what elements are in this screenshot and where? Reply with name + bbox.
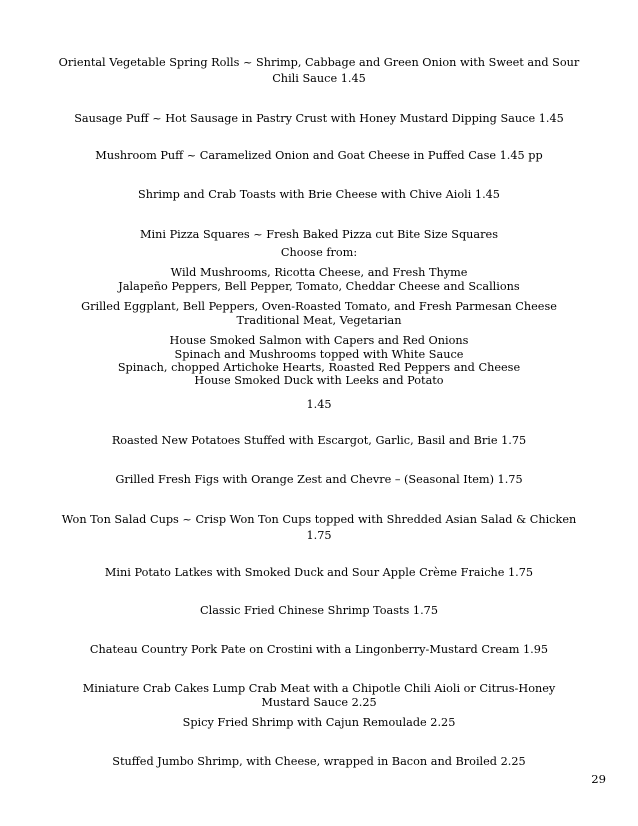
menu-line: Chateau Country Pork Pate on Crostini with a Lingonberry-Mustard Cream 1.95 — [89, 643, 549, 656]
menu-line: House Smoked Salmon with Capers and Red Onions — [169, 334, 469, 347]
menu-line: Stuffed Jumbo Shrimp, with Cheese, wrapped in Bacon and Broiled 2.25 — [112, 755, 526, 768]
menu-line: Mustard Sauce 2.25 — [261, 696, 377, 709]
menu-line: Mini Pizza Squares ~ Fresh Baked Pizza cut Bite Size Squares — [140, 228, 498, 241]
menu-line: Grilled Fresh Figs with Orange Zest and Chevre – (Seasonal Item) 1.75 — [115, 473, 523, 486]
menu-line: Miniature Crab Cakes Lump Crab Meat with a Chipotle Chili Aioli or Citrus-Honey — [82, 682, 556, 695]
menu-line: Spinach, chopped Artichoke Hearts, Roasted Red Peppers and Cheese — [117, 361, 521, 374]
menu-line: 1.45 — [306, 398, 332, 411]
menu-line: Mushroom Puff ~ Caramelized Onion and Goat Cheese in Puffed Case 1.45 pp — [95, 149, 543, 162]
menu-line: Sausage Puff ~ Hot Sausage in Pastry Crust with Honey Mustard Dipping Sauce 1.45 — [74, 112, 564, 125]
menu-line: 1.75 — [306, 529, 332, 542]
menu-line: Traditional Meat, Vegetarian — [236, 314, 402, 327]
menu-line: Choose from: — [280, 246, 358, 259]
menu-line: Shrimp and Crab Toasts with Brie Cheese with Chive Aioli 1.45 — [138, 188, 500, 201]
page-number: 29 — [591, 772, 606, 786]
menu-line: Wild Mushrooms, Ricotta Cheese, and Fresh Thyme — [170, 266, 468, 279]
menu-line: Spinach and Mushrooms topped with White Sauce — [174, 348, 464, 361]
menu-line: Classic Fried Chinese Shrimp Toasts 1.75 — [199, 604, 439, 617]
menu-line: Mini Potato Latkes with Smoked Duck and Sour Apple Crème Fraiche 1.75 — [104, 566, 534, 579]
menu-line: Grilled Eggplant, Bell Peppers, Oven-Roasted Tomato, and Fresh Parmesan Cheese — [81, 300, 557, 313]
menu-line: Won Ton Salad Cups ~ Crisp Won Ton Cups topped with Shredded Asian Salad & Chicken — [61, 513, 577, 526]
menu-line: House Smoked Duck with Leeks and Potato — [194, 374, 444, 387]
menu-line: Chili Sauce 1.45 — [272, 72, 366, 85]
menu-line: Jalapeño Peppers, Bell Pepper, Tomato, Cheddar Cheese and Scallions — [118, 280, 520, 293]
menu-line: Spicy Fried Shrimp with Cajun Remoulade 2.25 — [182, 716, 456, 729]
menu-line: Roasted New Potatoes Stuffed with Escargot, Garlic, Basil and Brie 1.75 — [111, 434, 527, 447]
menu-line: Oriental Vegetable Spring Rolls ~ Shrimp, Cabbage and Green Onion with Sweet and Sour — [58, 56, 580, 69]
